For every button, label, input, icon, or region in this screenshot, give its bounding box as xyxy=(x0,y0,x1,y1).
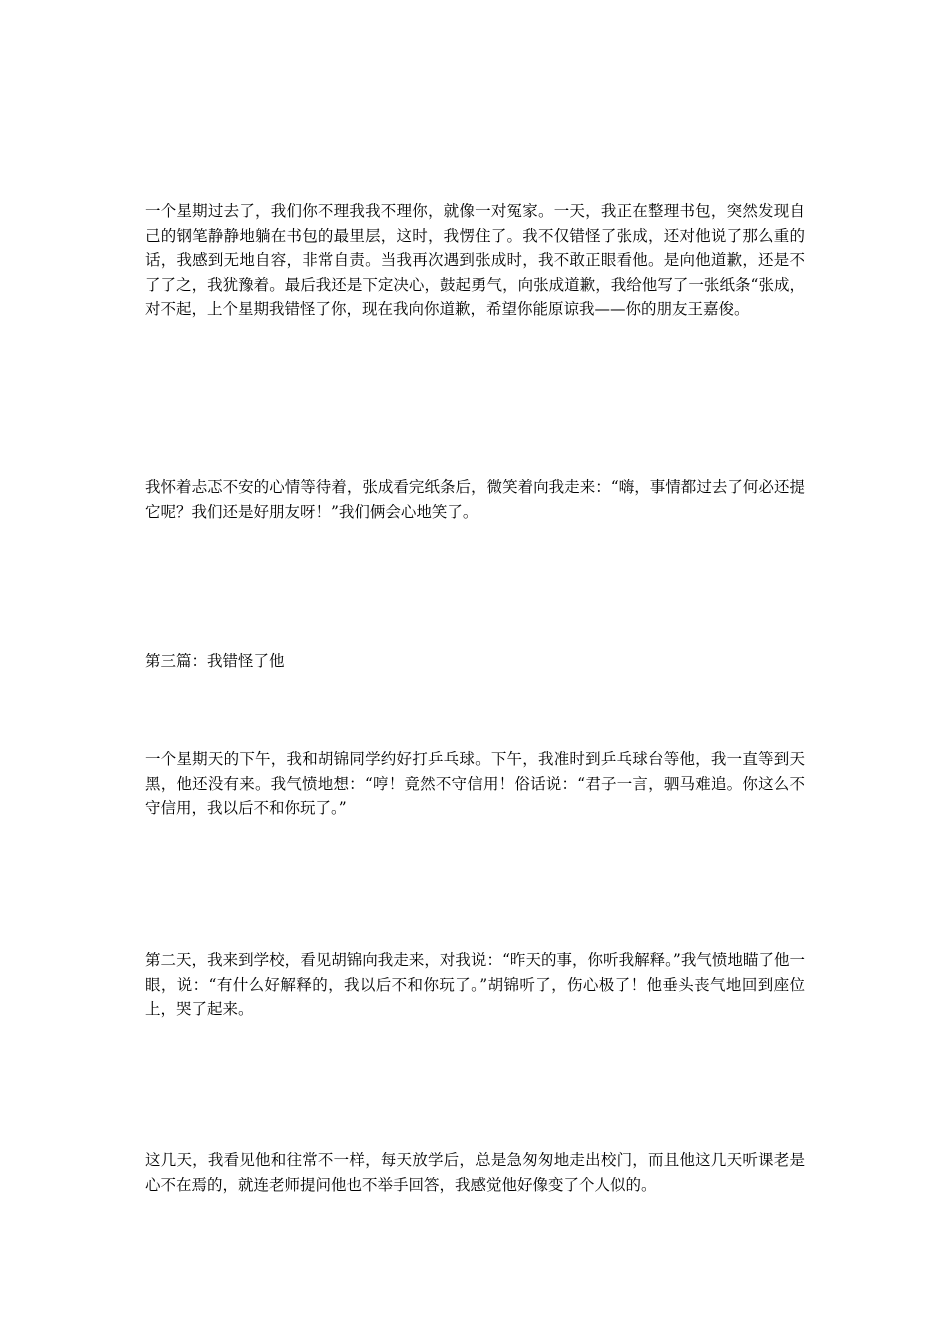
paragraph-next-day: 第二天，我来到学校，看见胡锦向我走来，对我说：“昨天的事，你听我解释。”我气愤地瞄了他一眼，说：“有什么好解释的，我以后不和你玩了。”胡锦听了，伤心极了！他垂头丧气地回到座位上，哭了起来。 xyxy=(145,951,805,1018)
paragraph-apology-note: 一个星期过去了，我们你不理我我不理你，就像一对冤家。一天，我正在整理书包，突然发现自己的钢笔静静地躺在书包的最里层，这时，我愣住了。我不仅错怪了张成，还对他说了那么重的话，我感到无地自容，非常自责。当我再次遇到张成时，我不敢正眼看他。是向他道歉，还是不了了之，我犹豫着。最后我还是下定决心，鼓起勇气，向张成道歉，我给他写了一张纸条“张成，对不起，上个星期我错怪了你，现在我向你道歉，希望你能原谅我——你的朋友王嘉俊。 xyxy=(145,202,805,318)
section-heading: 第三篇：我错怪了他 xyxy=(145,652,285,670)
paragraph-pingpong-appointment: 一个星期天的下午，我和胡锦同学约好打乒乓球。下午，我准时到乒乓球台等他，我一直等到天黑，他还没有来。我气愤地想：“哼！竟然不守信用！俗话说：“君子一言，驷马难追。你这么不守信用，我以后不和你玩了。” xyxy=(145,750,805,817)
paragraph-these-days: 这几天，我看见他和往常不一样，每天放学后，总是急匆匆地走出校门，而且他这几天听课老是心不在焉的，就连老师提问他也不举手回答，我感觉他好像变了个人似的。 xyxy=(145,1151,805,1194)
paragraph-reconciliation: 我怀着忐忑不安的心情等待着，张成看完纸条后，微笑着向我走来：“嗨，事情都过去了何必还提它呢？我们还是好朋友呀！”我们俩会心地笑了。 xyxy=(145,478,805,521)
